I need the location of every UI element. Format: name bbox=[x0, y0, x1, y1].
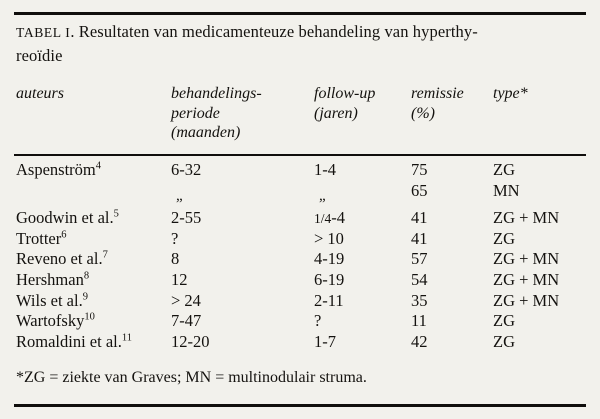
cell-author bbox=[16, 208, 119, 229]
table-label: TABEL I bbox=[16, 25, 71, 40]
title-separator: . bbox=[70, 22, 79, 41]
column-header-type bbox=[493, 84, 528, 104]
cell-author-ref: 7 bbox=[102, 249, 108, 261]
cell-author-ref: 10 bbox=[84, 311, 95, 323]
column-header-behandelingsperiode-line3: (maanden) bbox=[171, 124, 241, 141]
table-row bbox=[0, 229, 600, 250]
cell-type: ZG bbox=[493, 311, 515, 331]
cell-remissie: 42 bbox=[411, 331, 428, 351]
cell-author-text: Hershman bbox=[16, 269, 84, 289]
table-footnote: *ZG = ziekte van Graves; MN = multinodulair struma. bbox=[16, 369, 367, 386]
cell-type: ZG + MN bbox=[493, 249, 560, 269]
cell-author bbox=[16, 311, 95, 332]
cell-followup: 2-11 bbox=[314, 290, 344, 310]
column-header-type-label: type* bbox=[493, 85, 528, 102]
cell-period: 2-55 bbox=[171, 208, 202, 228]
cell-followup-fraction: 1/4 bbox=[314, 210, 332, 226]
cell-author-text: Wartofsky bbox=[16, 311, 85, 331]
cell-author bbox=[16, 249, 108, 270]
title-text-line1: Resultaten van medicamenteuze behandeling van hyperthy- bbox=[78, 22, 478, 41]
column-header-auteurs-label: auteurs bbox=[16, 85, 64, 102]
column-header-behandelingsperiode bbox=[171, 84, 262, 143]
cell-author bbox=[16, 270, 89, 291]
cell-type: ZG bbox=[493, 228, 515, 248]
column-header-followup-line2: (jaren) bbox=[314, 104, 358, 122]
cell-period: 8 bbox=[171, 249, 180, 269]
cell-author-text: Romaldini et al. bbox=[16, 331, 122, 351]
cell-author bbox=[16, 229, 66, 250]
table-row bbox=[0, 181, 600, 202]
cell-remissie: 35 bbox=[411, 290, 428, 310]
cell-period: 6-32 bbox=[171, 160, 202, 179]
cell-followup: 1-4 bbox=[314, 160, 336, 179]
column-header-auteurs bbox=[16, 84, 64, 104]
cell-author-text: Reveno et al. bbox=[16, 249, 103, 269]
cell-author-ref: 11 bbox=[121, 332, 132, 344]
cell-type: ZG + MN bbox=[493, 208, 560, 228]
cell-author bbox=[16, 332, 132, 353]
top-rule bbox=[14, 12, 586, 15]
cell-period: ? bbox=[171, 228, 179, 248]
title-text-line2: reoïdie bbox=[16, 46, 63, 65]
cell-author-ref: 6 bbox=[61, 229, 67, 241]
cell-remissie: 65 bbox=[411, 180, 428, 200]
cell-author bbox=[16, 291, 88, 312]
column-header-remissie-line2: (%) bbox=[411, 104, 435, 122]
cell-followup: 6-19 bbox=[314, 269, 345, 289]
ditto-mark-followup: ” bbox=[319, 196, 326, 213]
cell-type: ZG + MN bbox=[493, 269, 560, 289]
column-header-remissie bbox=[411, 84, 464, 123]
column-header-followup-line1: follow-up bbox=[314, 85, 376, 102]
cell-remissie: 54 bbox=[411, 269, 428, 289]
table-row bbox=[0, 332, 600, 353]
table-title bbox=[16, 20, 586, 67]
cell-followup: ? bbox=[314, 311, 322, 331]
cell-author-text: Aspenström bbox=[16, 160, 96, 179]
column-header-behandelingsperiode-line1: behandelings- bbox=[171, 85, 262, 102]
cell-author-ref: 4 bbox=[95, 160, 101, 172]
bottom-rule bbox=[14, 404, 586, 407]
table-row bbox=[0, 291, 600, 312]
cell-remissie: 75 bbox=[411, 160, 428, 179]
cell-author-text: Goodwin et al. bbox=[16, 208, 114, 228]
cell-author-text: Trotter bbox=[16, 228, 62, 248]
cell-author bbox=[16, 160, 101, 181]
cell-author-ref: 5 bbox=[113, 208, 119, 220]
cell-followup-suffix: -4 bbox=[331, 208, 346, 228]
cell-type: ZG bbox=[493, 160, 515, 179]
cell-period: 12-20 bbox=[171, 331, 210, 351]
cell-type: ZG bbox=[493, 331, 515, 351]
row-spacer bbox=[0, 201, 600, 208]
cell-type: ZG + MN bbox=[493, 290, 560, 310]
cell-type: MN bbox=[493, 180, 520, 200]
cell-author-text: Wils et al. bbox=[16, 290, 83, 310]
table-row bbox=[0, 311, 600, 332]
cell-remissie: 11 bbox=[411, 311, 427, 331]
header-rule bbox=[14, 154, 586, 156]
table-row bbox=[0, 249, 600, 270]
cell-period: > 24 bbox=[171, 290, 201, 310]
cell-period: 12 bbox=[171, 269, 188, 289]
cell-remissie: 41 bbox=[411, 228, 428, 248]
table-body bbox=[0, 160, 600, 352]
column-header-behandelingsperiode-line2: periode bbox=[171, 104, 220, 122]
cell-period: 7-47 bbox=[171, 311, 202, 331]
cell-author-ref: 8 bbox=[83, 270, 90, 282]
fraction-denominator: 4 bbox=[324, 210, 332, 226]
cell-remissie: 57 bbox=[411, 249, 428, 269]
column-header-remissie-line1: remissie bbox=[411, 85, 464, 102]
table-row bbox=[0, 196, 600, 229]
cell-author-ref: 9 bbox=[82, 291, 88, 303]
table-row bbox=[0, 270, 600, 291]
fraction-numerator: 1 bbox=[314, 210, 321, 226]
cell-followup: 4-19 bbox=[314, 249, 345, 269]
cell-followup: > 10 bbox=[314, 228, 344, 248]
table-row bbox=[0, 160, 600, 181]
ditto-mark-period: ” bbox=[176, 196, 183, 213]
cell-followup: 1-7 bbox=[314, 331, 336, 351]
cell-followup bbox=[314, 208, 345, 229]
cell-remissie: 41 bbox=[411, 208, 428, 228]
column-header-followup bbox=[314, 84, 375, 123]
